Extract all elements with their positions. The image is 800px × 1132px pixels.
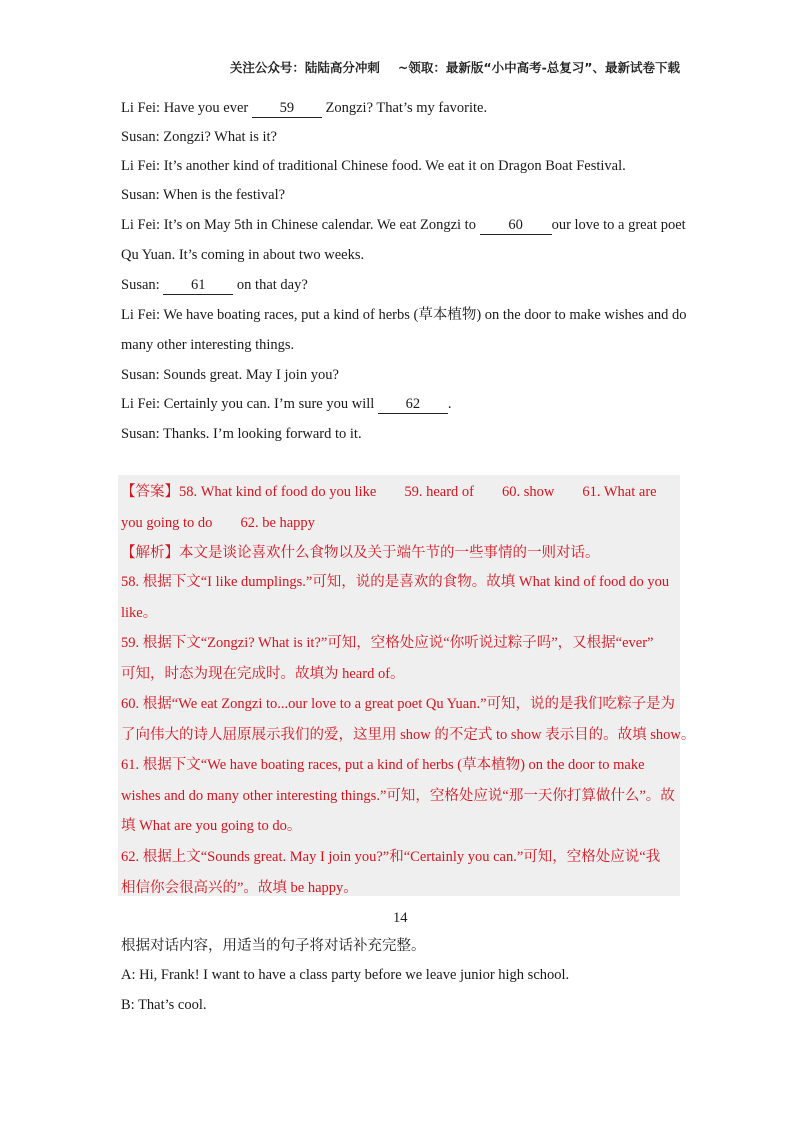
- dialogue-line-2: Susan: Zongzi? What is it?: [121, 129, 277, 145]
- answer-tag: 【答案】: [121, 484, 179, 500]
- analysis-line-6: 60. 根据“We eat Zongzi to...our love to a great poet Qu Yuan.”可知，说的是我们吃粽子是为: [121, 696, 676, 712]
- line-text: .: [447, 396, 452, 412]
- page-header: [230, 58, 680, 76]
- answer-61: 61. What are: [582, 484, 657, 500]
- dialogue-line-9: many other interesting things.: [121, 337, 295, 353]
- dialogue-line-12: Susan: Thanks. I’m looking forward to it.: [121, 426, 362, 442]
- dialogue-a-line: A: Hi, Frank! I want to have a class party before we leave junior high school.: [121, 967, 570, 983]
- dialogue-line-5: [121, 217, 686, 235]
- dialogue-line-3: Li Fei: It’s another kind of traditional Chinese food. We eat it on Dragon Boat Festival.: [121, 158, 626, 174]
- answer-60: 60. show: [502, 484, 555, 500]
- line-text: Li Fei: It’s on May 5th in Chinese calendar. We eat Zongzi to: [121, 217, 480, 233]
- line-text: Li Fei: Have you ever: [121, 100, 252, 116]
- blank-62: 62: [378, 397, 448, 414]
- analysis-line-11: 62. 根据上文“Sounds great. May I join you?”和“Certainly you can.”可知，空格处应说“我: [121, 849, 661, 865]
- dialogue-line-10: Susan: Sounds great. May I join you?: [121, 367, 339, 383]
- blank-61: 61: [163, 278, 233, 295]
- dialogue-line-6: Qu Yuan. It’s coming in about two weeks.: [121, 247, 365, 263]
- analysis-line-8: 61. 根据下文“We have boating races, put a kind of herbs (草本植物) on the door to make: [121, 757, 645, 773]
- dialogue-line-7: [121, 277, 308, 295]
- analysis-line-9: wishes and do many other interesting things.”可知，空格处应说“那一天你打算做什么”。故: [121, 788, 675, 804]
- analysis-line-3: like。: [121, 605, 158, 621]
- answer-61-cont: you going to do: [121, 515, 213, 531]
- answer-58: 58. What kind of food do you like: [179, 484, 377, 500]
- analysis-line-2: 58. 根据下文“I like dumplings.”可知，说的是喜欢的食物。故填 What kind of food do you: [121, 574, 670, 590]
- blank-59: 59: [252, 101, 322, 118]
- analysis-line-5: 可知，时态为现在完成时。故填为 heard of。: [121, 666, 405, 682]
- line-text: our love to a great poet: [551, 217, 686, 233]
- analysis-line-1: 【解析】本文是谈论喜欢什么食物以及关于端午节的一些事情的一则对话。: [121, 545, 600, 561]
- line-text: Zongzi? That’s my favorite.: [321, 100, 488, 116]
- answer-62: 62. be happy: [240, 515, 315, 531]
- header-right-text: ~领取：最新版“小中高考-总复习”、最新试卷下载: [397, 60, 680, 75]
- page-number: 14: [393, 910, 408, 926]
- dialogue-line-8: Li Fei: We have boating races, put a kind of herbs (草本植物) on the door to make wishes and do: [121, 307, 687, 323]
- header-left-text: 关注公众号：陆陆高分冲刺: [229, 60, 380, 75]
- dialogue-b-line: B: That’s cool.: [121, 997, 207, 1013]
- analysis-line-10: 填 What are you going to do。: [121, 818, 302, 834]
- analysis-line-7: 了向伟大的诗人屈原展示我们的爱，这里用 show 的不定式 to show 表示目的。故填 show。: [121, 727, 696, 743]
- blank-60: 60: [480, 218, 552, 235]
- line-text: Li Fei: Certainly you can. I’m sure you will: [121, 396, 378, 412]
- answer-59: 59. heard of: [404, 484, 474, 500]
- line-text: Susan:: [121, 277, 164, 293]
- dialogue-line-11: [121, 396, 452, 414]
- answer-line-1: [121, 484, 657, 501]
- dialogue-line-4: Susan: When is the festival?: [121, 187, 286, 203]
- analysis-line-4: 59. 根据下文“Zongzi? What is it?”可知，空格处应说“你听说过粽子吗”，又根据“ever”: [121, 635, 654, 651]
- line-text: on that day?: [233, 277, 308, 293]
- answer-line-2: [121, 515, 315, 532]
- analysis-line-12: 相信你会很高兴的”。故填 be happy。: [121, 880, 358, 896]
- dialogue-line-1: [121, 100, 487, 118]
- instruction-text: 根据对话内容，用适当的句子将对话补充完整。: [121, 938, 426, 954]
